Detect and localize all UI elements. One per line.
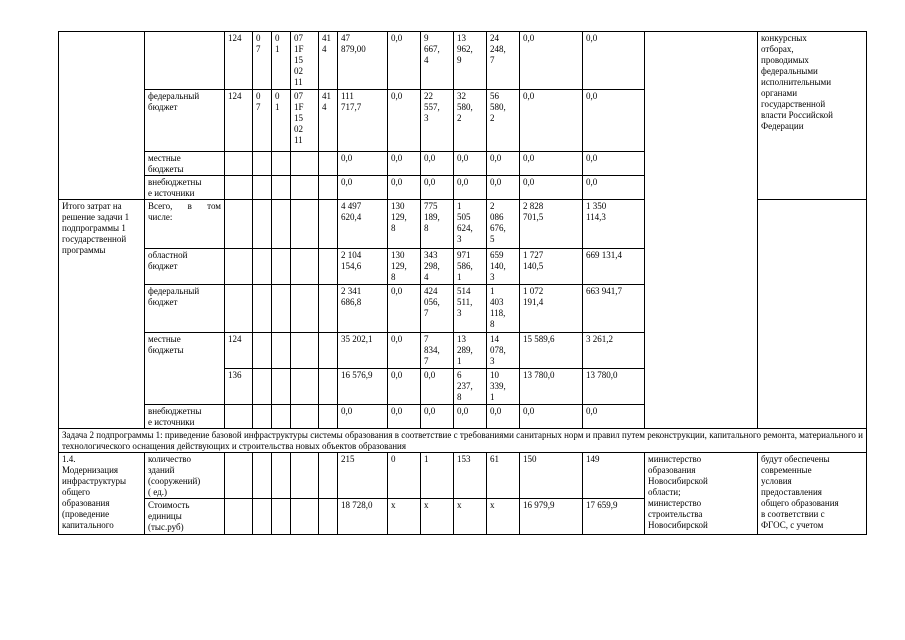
grbs-cell	[225, 152, 253, 176]
vr-cell	[319, 369, 338, 405]
year-cell: 0,0	[421, 369, 454, 405]
year-cell: 2 086 676, 5	[487, 200, 520, 249]
year-cell: 0,0	[388, 152, 421, 176]
table-row	[59, 32, 867, 90]
total-cell: 215	[338, 453, 388, 499]
source-cell: областной бюджет	[145, 249, 225, 285]
year-cell: 1	[421, 453, 454, 499]
executor-cell: министерство образования Новосибирской области; министерство строительства Новосибирской	[645, 453, 758, 535]
source-cell: количество зданий (сооружений) ( ед.)	[145, 453, 225, 499]
source-cell	[145, 32, 225, 90]
year-cell: 6 237, 8	[454, 369, 487, 405]
source-cell: внебюджетны е источники	[145, 176, 225, 200]
year-cell: 14 078, 3	[487, 333, 520, 369]
year-cell: 24 248, 7	[487, 32, 520, 90]
year-cell: 13 780,0	[583, 369, 645, 405]
total-cell: 16 576,9	[338, 369, 388, 405]
csr-cell	[291, 249, 319, 285]
total-cell: 47 879,00	[338, 32, 388, 90]
rz-cell: 0 7	[253, 32, 272, 90]
total-cell: 111 717,7	[338, 90, 388, 152]
grbs-cell	[225, 285, 253, 333]
source-cell: федеральный бюджет	[145, 90, 225, 152]
vr-cell	[319, 200, 338, 249]
csr-cell: 07 1F 15 02 11	[291, 90, 319, 152]
year-cell: 32 580, 2	[454, 90, 487, 152]
year-cell: 61	[487, 453, 520, 499]
year-cell: 0,0	[583, 176, 645, 200]
year-cell: 153	[454, 453, 487, 499]
year-cell: 0,0	[583, 32, 645, 90]
year-cell: 343 298, 4	[421, 249, 454, 285]
year-cell: 659 140, 3	[487, 249, 520, 285]
year-cell: 3 261,2	[583, 333, 645, 369]
year-cell: 0,0	[520, 152, 583, 176]
year-cell: 663 941,7	[583, 285, 645, 333]
year-cell: 0,0	[454, 405, 487, 429]
year-cell: 0,0	[487, 176, 520, 200]
grbs-cell: 124	[225, 333, 253, 369]
pr-cell	[272, 453, 291, 499]
rz-cell: 0 7	[253, 90, 272, 152]
year-cell: 0,0	[520, 90, 583, 152]
grbs-cell	[225, 200, 253, 249]
rz-cell	[253, 152, 272, 176]
csr-cell	[291, 200, 319, 249]
rz-cell	[253, 499, 272, 535]
csr-cell	[291, 285, 319, 333]
year-cell: 0,0	[520, 405, 583, 429]
year-cell: 971 586, 1	[454, 249, 487, 285]
total-cell: 35 202,1	[338, 333, 388, 369]
csr-cell	[291, 176, 319, 200]
pr-cell	[272, 405, 291, 429]
grbs-cell	[225, 453, 253, 499]
year-cell: 13 962, 9	[454, 32, 487, 90]
source-cell: внебюджетны е источники	[145, 405, 225, 429]
year-cell: 13 780,0	[520, 369, 583, 405]
grbs-cell	[225, 405, 253, 429]
year-cell: 1 072 191,4	[520, 285, 583, 333]
year-cell: 10 339, 1	[487, 369, 520, 405]
year-cell: 0,0	[388, 90, 421, 152]
rz-cell	[253, 453, 272, 499]
year-cell: х	[487, 499, 520, 535]
year-cell: 0,0	[487, 152, 520, 176]
grbs-cell: 124	[225, 32, 253, 90]
csr-cell	[291, 333, 319, 369]
total-cell: 0,0	[338, 152, 388, 176]
pr-cell	[272, 369, 291, 405]
year-cell: 149	[583, 453, 645, 499]
csr-cell	[291, 152, 319, 176]
year-cell: 669 131,4	[583, 249, 645, 285]
vr-cell	[319, 333, 338, 369]
pr-cell	[272, 333, 291, 369]
year-cell: 0	[388, 453, 421, 499]
vr-cell	[319, 249, 338, 285]
year-cell: 0,0	[421, 176, 454, 200]
pr-cell	[272, 249, 291, 285]
year-cell: 0,0	[388, 285, 421, 333]
total-cell: 2 104 154,6	[338, 249, 388, 285]
total-cell: 4 497 620,4	[338, 200, 388, 249]
task-heading: Задача 2 подпрограммы 1: приведение базовой инфраструктуры системы образования в соответствие с требованиями санитарных норм и правил путем реконструкции, капитального ремонта, материального и технологического оснащения действующих и строительства новых объектов образования	[59, 429, 867, 453]
vr-cell	[319, 176, 338, 200]
year-cell: 130 129, 8	[388, 200, 421, 249]
year-cell: 0,0	[388, 176, 421, 200]
grbs-cell	[225, 249, 253, 285]
year-cell: 1 403 118, 8	[487, 285, 520, 333]
year-cell: 22 557, 3	[421, 90, 454, 152]
year-cell: 9 667, 4	[421, 32, 454, 90]
year-cell: 16 979,9	[520, 499, 583, 535]
rz-cell	[253, 176, 272, 200]
item-name-cell	[59, 32, 145, 200]
total-cell: 0,0	[338, 176, 388, 200]
rz-cell	[253, 333, 272, 369]
year-cell: 56 580, 2	[487, 90, 520, 152]
year-cell: х	[421, 499, 454, 535]
csr-cell: 07 1F 15 02 11	[291, 32, 319, 90]
year-cell: 0,0	[520, 176, 583, 200]
vr-cell: 41 4	[319, 90, 338, 152]
year-cell: 2 828 701,5	[520, 200, 583, 249]
pr-cell	[272, 152, 291, 176]
rz-cell	[253, 285, 272, 333]
rz-cell	[253, 369, 272, 405]
source-cell: местные бюджеты	[145, 333, 225, 405]
grbs-cell	[225, 176, 253, 200]
rz-cell	[253, 200, 272, 249]
grbs-cell	[225, 499, 253, 535]
year-cell: 1 350 114,3	[583, 200, 645, 249]
year-cell: 0,0	[421, 152, 454, 176]
year-cell: 0,0	[454, 176, 487, 200]
year-cell: 150	[520, 453, 583, 499]
pr-cell	[272, 176, 291, 200]
result-cell: конкурсных отборах, проводимых федеральными исполнительными органами государственной власти Российской Федерации	[758, 32, 867, 200]
year-cell: 0,0	[388, 333, 421, 369]
budget-table	[58, 31, 867, 535]
total-title-cell: Итого затрат на решение задачи 1 подпрограммы 1 государственной программы	[59, 200, 145, 429]
executor-cell	[645, 32, 758, 429]
table-row	[59, 453, 867, 499]
pr-cell: 0 1	[272, 32, 291, 90]
year-cell: 0,0	[583, 90, 645, 152]
grbs-cell: 124	[225, 90, 253, 152]
source-cell: местные бюджеты	[145, 152, 225, 176]
result-cell	[758, 200, 867, 429]
vr-cell	[319, 453, 338, 499]
year-cell: 7 834, 7	[421, 333, 454, 369]
year-cell: 17 659,9	[583, 499, 645, 535]
vr-cell	[319, 285, 338, 333]
year-cell: 0,0	[583, 152, 645, 176]
vr-cell: 41 4	[319, 32, 338, 90]
total-cell: 0,0	[338, 405, 388, 429]
year-cell: 0,0	[388, 32, 421, 90]
year-cell: х	[454, 499, 487, 535]
year-cell: 0,0	[454, 152, 487, 176]
source-cell: Стоимость единицы (тыс.руб)	[145, 499, 225, 535]
rz-cell	[253, 249, 272, 285]
year-cell: 0,0	[388, 405, 421, 429]
source-cell: Всего, в том числе:	[145, 200, 225, 249]
result-cell: будут обеспечены современные условия предоставления общего образования в соответствии с ФГОС, с учетом	[758, 453, 867, 535]
year-cell: 13 289, 1	[454, 333, 487, 369]
vr-cell	[319, 152, 338, 176]
csr-cell	[291, 405, 319, 429]
year-cell: 0,0	[421, 405, 454, 429]
year-cell: 1 727 140,5	[520, 249, 583, 285]
source-cell: федеральный бюджет	[145, 285, 225, 333]
year-cell: 424 056, 7	[421, 285, 454, 333]
total-cell: 2 341 686,8	[338, 285, 388, 333]
year-cell: 775 189, 8	[421, 200, 454, 249]
pr-cell	[272, 499, 291, 535]
year-cell: 514 511, 3	[454, 285, 487, 333]
year-cell: 0,0	[388, 369, 421, 405]
vr-cell	[319, 405, 338, 429]
pr-cell	[272, 285, 291, 333]
year-cell: 130 129, 8	[388, 249, 421, 285]
year-cell: 1 505 624, 3	[454, 200, 487, 249]
csr-cell	[291, 453, 319, 499]
pr-cell	[272, 200, 291, 249]
csr-cell	[291, 369, 319, 405]
year-cell: х	[388, 499, 421, 535]
pr-cell: 0 1	[272, 90, 291, 152]
item-name-cell: 1.4. Модернизация инфраструктуры общего образования (проведение капитального	[59, 453, 145, 535]
year-cell: 0,0	[520, 32, 583, 90]
vr-cell	[319, 499, 338, 535]
year-cell: 0,0	[583, 405, 645, 429]
year-cell: 0,0	[487, 405, 520, 429]
csr-cell	[291, 499, 319, 535]
total-cell: 18 728,0	[338, 499, 388, 535]
year-cell: 15 589,6	[520, 333, 583, 369]
grbs-cell: 136	[225, 369, 253, 405]
rz-cell	[253, 405, 272, 429]
table-row	[59, 429, 867, 453]
